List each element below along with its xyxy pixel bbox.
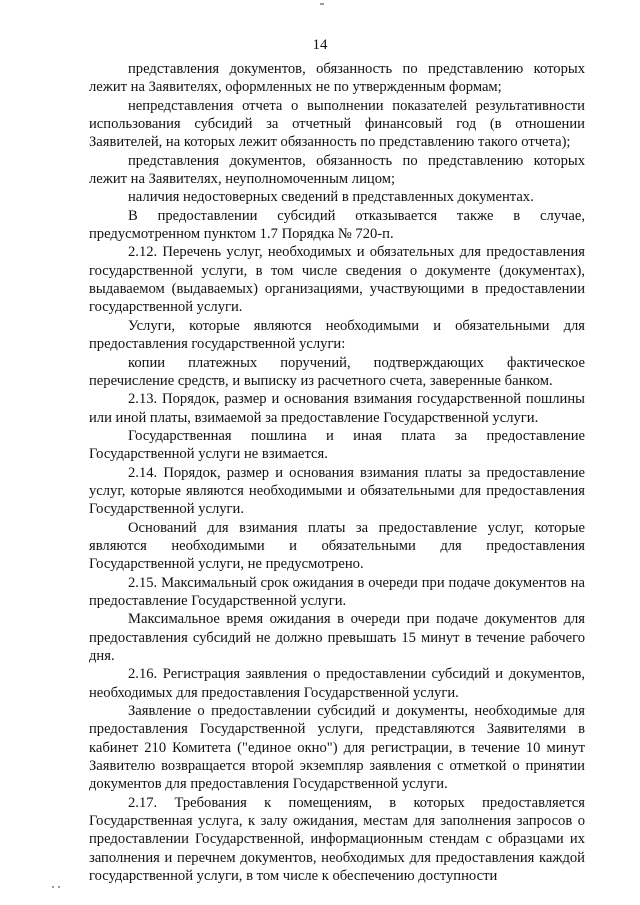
- paragraph-14: Максимальное время ожидания в очереди при подаче документов для предоставления субсидий не должно превышать 15 минут в течение рабочего дня.: [89, 611, 585, 664]
- paragraph-1: представления документов, обязанность по представлению которых лежит на Заявителях, оформленных не по утвержденным формам;: [89, 61, 585, 96]
- section-2-13-heading: 2.13. Порядок, размер и основания взимания государственной пошлины или иной платы, взимаемой за предоставление Государственной услуги.: [89, 391, 585, 426]
- paragraph-3: представления документов, обязанность по представлению которых лежит на Заявителях, неуполномоченным лицом;: [89, 152, 585, 188]
- paragraph-8: копии платежных поручений, подтверждающих фактическое перечисление средств, и выписку из расчетного счета, заверенные банком.: [89, 354, 585, 389]
- section-2-12-heading: 2.12. Перечень услуг, необходимых и обязательных для предоставления государственной услуги, в том числе сведения о документе (документах), выдаваемом (выдаваемых) организациями, участвующими в предоставлении государственной услуги.: [89, 244, 585, 316]
- paragraph-2: непредставления отчета о выполнении показателей результативности использования субсидий за отчетный финансовый год (в отношении Заявителей, на которых лежит обязанность по представлению такого отчета);: [89, 97, 585, 151]
- document-body: [89, 60, 585, 885]
- scan-artifact: [320, 3, 324, 5]
- page-number: 14: [312, 37, 328, 53]
- scan-artifact: [52, 886, 54, 888]
- paragraph-4: наличия недостоверных сведений в представленных документах.: [128, 189, 534, 206]
- section-2-14-heading: 2.14. Порядок, размер и основания взимания платы за предоставление услуг, которые являются необходимыми и обязательными для предоставления Государственной услуги.: [89, 464, 585, 518]
- paragraph-7: Услуги, которые являются необходимыми и обязательными для предоставления государственной услуги:: [89, 317, 585, 353]
- section-2-17-heading: 2.17. Требования к помещениям, в которых предоставляется Государственная услуга, к залу ожидания, местам для заполнения запросов о предоставлении Государственной, информационным стендам с образцами их заполнения и перечнем документов, необходимых для предоставления каждой государственной услуги, в том числе к обеспечению доступности: [89, 794, 585, 885]
- scan-artifact: [58, 886, 60, 888]
- paragraph-16: Заявление о предоставлении субсидий и документы, необходимые для предоставления Государственной услуги, представляются Заявителями в кабинет 210 Комитета ("единое окно") для регистрации, в течение 10 минут Заявителю возвращается второй экземпляр заявления с отметкой о принятии документов для предоставления Государственной услуги.: [89, 703, 585, 793]
- section-2-16-heading: 2.16. Регистрация заявления о предоставлении субсидий и документов, необходимых для предоставления Государственной услуги.: [89, 666, 585, 701]
- paragraph-12: Оснований для взимания платы за предоставление услуг, которые являются необходимыми и обязательными для предоставления Государственной услуги, не предусмотрено.: [89, 519, 585, 573]
- paragraph-5: В предоставлении субсидий отказывается также в случае, предусмотренном пунктом 1.7 Порядка № 720-п.: [89, 207, 585, 243]
- section-2-15-heading: 2.15. Максимальный срок ожидания в очереди при подаче документов на предоставление Государственной услуги.: [89, 574, 585, 609]
- paragraph-10: Государственная пошлина и иная плата за предоставление Государственной услуги не взимается.: [89, 427, 585, 463]
